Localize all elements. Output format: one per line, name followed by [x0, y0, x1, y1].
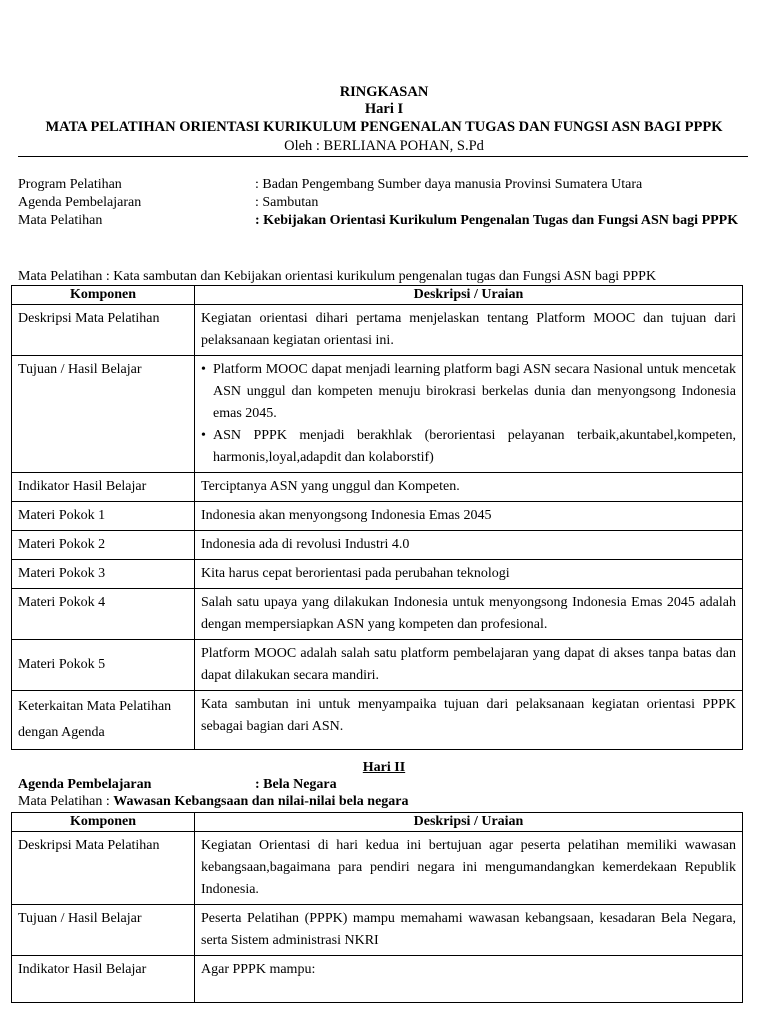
column-header: Komponen	[12, 286, 195, 305]
row-description: Kegiatan Orientasi di hari kedua ini bertujuan agar peserta pelatihan memiliki wawasan kebangsaan,bagaimana para pendiri negara ini mengumandangkan kemerdekaan Republik Indonesia.	[195, 832, 743, 905]
table-hari-2	[11, 812, 743, 1003]
info-row-agenda	[18, 194, 753, 212]
row-label: Materi Pokok 4	[12, 589, 195, 640]
table-header-row	[12, 813, 743, 832]
subject-heading: MATA PELATIHAN ORIENTASI KURIKULUM PENGENALAN TUGAS DAN FUNGSI ASN BAGI PPPK	[45, 119, 723, 135]
row-description: Platform MOOC adalah salah satu platform pembelajaran yang dapat di akses tanpa batas dan dapat dilakukan secara mandiri.	[195, 640, 743, 691]
row-description: Kita harus cepat berorientasi pada perubahan teknologi	[195, 560, 743, 589]
row-label: Keterkaitan Mata Pelatihan dengan Agenda	[12, 691, 195, 750]
bullet-text: Platform MOOC dapat menjadi learning platform bagi ASN secara Nasional untuk mencetak ASN unggul dan kompeten menuju birokrasi berkelas dunia dan menyongsong Indonesia emas 2045.	[213, 362, 736, 421]
row-label: Indikator Hasil Belajar	[12, 956, 195, 1003]
bullet-list	[201, 359, 736, 469]
column-header: Komponen	[12, 813, 195, 832]
bullet-icon: •	[201, 362, 206, 377]
table-hari-1	[11, 285, 743, 750]
bullet-text: ASN PPPK menjadi berakhlak (berorientasi pelayanan terbaik,akuntabel,kompeten, harmonis,loyal,adapdit dan kolaborstif)	[213, 428, 736, 465]
row-label: Tujuan / Hasil Belajar	[12, 356, 195, 473]
info-key: Mata Pelatihan	[18, 213, 103, 228]
list-item	[201, 359, 736, 425]
agenda-key: Agenda Pembelajaran	[18, 777, 152, 792]
info-block	[18, 176, 753, 230]
info-row-mata-pelatihan	[18, 212, 753, 230]
info-value: : Badan Pengembang Sumber daya manusia Provinsi Sumatera Utara	[255, 177, 643, 192]
row-description: Kata sambutan ini untuk menyampaika tujuan dari pelaksanaan kegiatan orientasi PPPK sebagai bagian dari ASN.	[195, 691, 743, 750]
row-label: Tujuan / Hasil Belajar	[12, 905, 195, 956]
day-2-title: Hari II	[362, 760, 406, 775]
column-header: Deskripsi / Uraian	[195, 286, 743, 305]
table-row	[12, 832, 743, 905]
row-label: Deskripsi Mata Pelatihan	[12, 305, 195, 356]
table-row	[12, 305, 743, 356]
row-description: Agar PPPK mampu:	[195, 956, 743, 1003]
table-row	[12, 531, 743, 560]
row-label: Materi Pokok 1	[12, 502, 195, 531]
table1-caption: Mata Pelatihan : Kata sambutan dan Kebijakan orientasi kurikulum pengenalan tugas dan Fungsi ASN bagi PPPK	[18, 269, 657, 284]
table-row	[12, 905, 743, 956]
mp-prefix: Mata Pelatihan :	[18, 794, 114, 809]
mp-value: Wawasan Kebangsaan dan nilai-nilai bela negara	[113, 794, 409, 809]
info-key: Program Pelatihan	[18, 177, 122, 192]
table-row	[12, 356, 743, 473]
list-item	[201, 425, 736, 469]
row-description: Salah satu upaya yang dilakukan Indonesia untuk menyongsong Indonesia Emas 2045 adalah dengan mempersiapkan ASN yang kompeten dan profesional.	[195, 589, 743, 640]
day-label: Hari I	[364, 101, 404, 117]
row-description: Peserta Pelatihan (PPPK) mampu memahami wawasan kebangsaan, kesadaran Bela Negara, serta Sistem administrasi NKRI	[195, 905, 743, 956]
table-row	[12, 589, 743, 640]
info-value: : Sambutan	[255, 195, 319, 210]
author-line: Oleh : BERLIANA POHAN, S.Pd	[284, 138, 484, 154]
table-row	[12, 956, 743, 1003]
header-divider	[18, 156, 748, 157]
row-label: Materi Pokok 5	[12, 640, 195, 691]
row-label: Indikator Hasil Belajar	[12, 473, 195, 502]
info-key: Agenda Pembelajaran	[18, 195, 142, 210]
row-description: Indonesia ada di revolusi Industri 4.0	[195, 531, 743, 560]
row-label: Materi Pokok 2	[12, 531, 195, 560]
table-row	[12, 560, 743, 589]
day-2-agenda	[18, 776, 718, 793]
row-label: Deskripsi Mata Pelatihan	[12, 832, 195, 905]
table-row	[12, 502, 743, 531]
day-2-mata-pelatihan	[18, 793, 409, 810]
row-label: Materi Pokok 3	[12, 560, 195, 589]
table-header-row	[12, 286, 743, 305]
info-value: : Kebijakan Orientasi Kurikulum Pengenalan Tugas dan Fungsi ASN bagi PPPK	[255, 213, 739, 228]
row-description: Indonesia akan menyongsong Indonesia Emas 2045	[195, 502, 743, 531]
table-row	[12, 640, 743, 691]
agenda-value: : Bela Negara	[255, 777, 337, 792]
document-title: RINGKASAN	[339, 84, 429, 100]
info-row-program	[18, 176, 753, 194]
row-description: Terciptanya ASN yang unggul dan Kompeten.	[195, 473, 743, 502]
column-header: Deskripsi / Uraian	[195, 813, 743, 832]
row-description	[195, 356, 743, 473]
table-row	[12, 473, 743, 502]
bullet-icon: •	[201, 428, 206, 443]
table-row	[12, 691, 743, 750]
row-description: Kegiatan orientasi dihari pertama menjelaskan tentang Platform MOOC dan tujuan dari pelaksanaan kegiatan orientasi ini.	[195, 305, 743, 356]
